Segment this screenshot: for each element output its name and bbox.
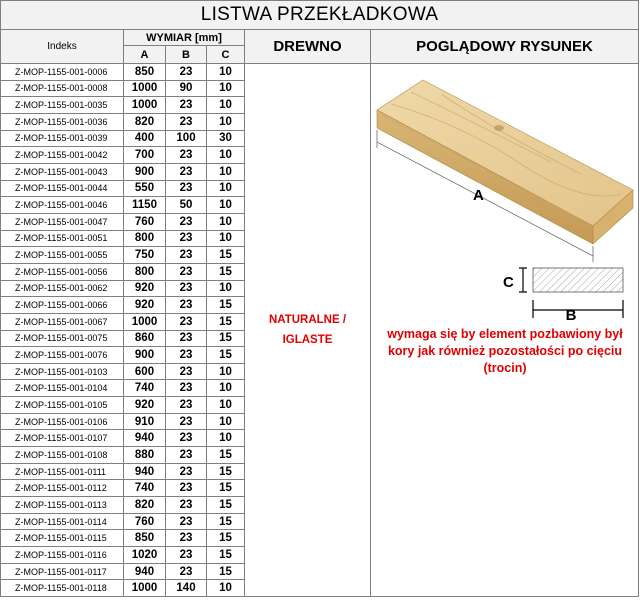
cell-a: 760 (124, 213, 166, 230)
cell-a: 1000 (124, 313, 166, 330)
cell-a: 800 (124, 230, 166, 247)
cell-c: 10 (207, 397, 245, 414)
cell-b: 23 (166, 530, 207, 547)
cell-c: 15 (207, 313, 245, 330)
dimension-c (519, 268, 527, 292)
note-line3: (trocin) (483, 361, 527, 375)
cell-indeks: Z-MOP-1155-001-0006 (1, 64, 124, 81)
header-rysunek: POGLĄDOWY RYSUNEK (371, 30, 639, 64)
cell-a: 1000 (124, 80, 166, 97)
cell-a: 1000 (124, 580, 166, 597)
cell-b: 23 (166, 147, 207, 164)
dimension-b (533, 300, 623, 318)
cell-b: 23 (166, 213, 207, 230)
cell-indeks: Z-MOP-1155-001-0062 (1, 280, 124, 297)
cell-a: 740 (124, 480, 166, 497)
cell-c: 10 (207, 230, 245, 247)
cell-a: 850 (124, 530, 166, 547)
cell-c: 10 (207, 413, 245, 430)
cell-c: 30 (207, 130, 245, 147)
cell-indeks: Z-MOP-1155-001-0047 (1, 213, 124, 230)
cell-a: 740 (124, 380, 166, 397)
cell-b: 23 (166, 413, 207, 430)
cell-a: 760 (124, 513, 166, 530)
table-row (1, 64, 639, 81)
wood-type-line1: NATURALNE / (268, 314, 347, 326)
cell-indeks: Z-MOP-1155-001-0076 (1, 347, 124, 364)
cell-b: 23 (166, 463, 207, 480)
cell-b: 23 (166, 497, 207, 514)
header-wymiar: WYMIAR [mm] (124, 30, 245, 46)
cell-c: 10 (207, 113, 245, 130)
wood-knot (494, 125, 504, 131)
cell-b: 23 (166, 480, 207, 497)
cell-c: 10 (207, 163, 245, 180)
cell-b: 23 (166, 297, 207, 314)
cell-c: 15 (207, 513, 245, 530)
cell-a: 850 (124, 64, 166, 81)
cell-indeks: Z-MOP-1155-001-0035 (1, 97, 124, 114)
cell-b: 100 (166, 130, 207, 147)
cell-b: 50 (166, 197, 207, 214)
cell-a: 880 (124, 447, 166, 464)
cell-a: 1150 (124, 197, 166, 214)
cell-indeks: Z-MOP-1155-001-0118 (1, 580, 124, 597)
cell-b: 23 (166, 64, 207, 81)
cell-indeks: Z-MOP-1155-001-0115 (1, 530, 124, 547)
cell-a: 900 (124, 347, 166, 364)
cell-indeks: Z-MOP-1155-001-0114 (1, 513, 124, 530)
cell-indeks: Z-MOP-1155-001-0106 (1, 413, 124, 430)
cell-a: 910 (124, 413, 166, 430)
drawing-cell (371, 64, 639, 597)
cell-a: 400 (124, 130, 166, 147)
wood-type (245, 64, 371, 597)
cell-a: 920 (124, 280, 166, 297)
cell-a: 940 (124, 430, 166, 447)
cell-b: 23 (166, 230, 207, 247)
cell-a: 700 (124, 147, 166, 164)
cell-indeks: Z-MOP-1155-001-0104 (1, 380, 124, 397)
cell-indeks: Z-MOP-1155-001-0043 (1, 163, 124, 180)
cell-a: 1000 (124, 97, 166, 114)
cell-indeks: Z-MOP-1155-001-0042 (1, 147, 124, 164)
cell-indeks: Z-MOP-1155-001-0036 (1, 113, 124, 130)
drawing-area (371, 64, 639, 596)
cell-c: 15 (207, 563, 245, 580)
cell-b: 23 (166, 247, 207, 264)
note-line2: kory jak również pozostałości po cięciu (387, 344, 623, 358)
cell-c: 10 (207, 80, 245, 97)
cell-c: 15 (207, 497, 245, 514)
cell-a: 860 (124, 330, 166, 347)
cell-indeks: Z-MOP-1155-001-0067 (1, 313, 124, 330)
note-line1: wymaga się by element pozbawiony był (387, 327, 623, 341)
cell-c: 10 (207, 197, 245, 214)
cell-a: 550 (124, 180, 166, 197)
cell-indeks: Z-MOP-1155-001-0107 (1, 430, 124, 447)
cell-c: 15 (207, 547, 245, 564)
cell-b: 23 (166, 347, 207, 364)
dimension-b-label: B (565, 307, 577, 324)
cell-c: 10 (207, 580, 245, 597)
requirement-note (371, 326, 639, 377)
cell-c: 15 (207, 247, 245, 264)
cell-b: 23 (166, 430, 207, 447)
header-drewno: DREWNO (245, 30, 371, 64)
cell-b: 23 (166, 563, 207, 580)
cross-section (533, 268, 623, 292)
cell-c: 15 (207, 297, 245, 314)
cell-c: 10 (207, 97, 245, 114)
cell-indeks: Z-MOP-1155-001-0116 (1, 547, 124, 564)
header-indeks: Indeks (1, 30, 124, 64)
cell-indeks: Z-MOP-1155-001-0055 (1, 247, 124, 264)
cell-b: 23 (166, 380, 207, 397)
cell-c: 15 (207, 463, 245, 480)
cell-indeks: Z-MOP-1155-001-0075 (1, 330, 124, 347)
cell-b: 23 (166, 163, 207, 180)
cell-indeks: Z-MOP-1155-001-0039 (1, 130, 124, 147)
cell-c: 10 (207, 430, 245, 447)
cell-indeks: Z-MOP-1155-001-0066 (1, 297, 124, 314)
cell-indeks: Z-MOP-1155-001-0117 (1, 563, 124, 580)
cell-indeks: Z-MOP-1155-001-0113 (1, 497, 124, 514)
cell-a: 940 (124, 563, 166, 580)
cell-a: 920 (124, 297, 166, 314)
cell-b: 23 (166, 547, 207, 564)
cell-a: 920 (124, 397, 166, 414)
cell-a: 940 (124, 463, 166, 480)
cell-indeks: Z-MOP-1155-001-0008 (1, 80, 124, 97)
cell-a: 750 (124, 247, 166, 264)
cell-c: 15 (207, 480, 245, 497)
cell-b: 23 (166, 180, 207, 197)
header-b: B (166, 46, 207, 64)
cell-indeks: Z-MOP-1155-001-0112 (1, 480, 124, 497)
cell-b: 23 (166, 280, 207, 297)
cell-b: 23 (166, 513, 207, 530)
cell-indeks: Z-MOP-1155-001-0044 (1, 180, 124, 197)
cell-b: 23 (166, 363, 207, 380)
cell-a: 600 (124, 363, 166, 380)
cell-b: 23 (166, 263, 207, 280)
cell-c: 15 (207, 330, 245, 347)
cell-a: 820 (124, 113, 166, 130)
cell-indeks: Z-MOP-1155-001-0111 (1, 463, 124, 480)
cell-b: 23 (166, 113, 207, 130)
cell-b: 90 (166, 80, 207, 97)
cell-b: 23 (166, 447, 207, 464)
cell-c: 15 (207, 263, 245, 280)
wood-type-line2: IGLASTE (282, 334, 333, 346)
cross-section-rect (533, 268, 623, 292)
dimension-a-label: A (473, 187, 484, 204)
cell-c: 10 (207, 213, 245, 230)
cell-indeks: Z-MOP-1155-001-0105 (1, 397, 124, 414)
cell-c: 10 (207, 147, 245, 164)
cell-b: 140 (166, 580, 207, 597)
cell-a: 820 (124, 497, 166, 514)
cell-c: 15 (207, 347, 245, 364)
cell-indeks: Z-MOP-1155-001-0051 (1, 230, 124, 247)
cell-b: 23 (166, 313, 207, 330)
cell-b: 23 (166, 97, 207, 114)
cell-a: 1020 (124, 547, 166, 564)
cell-b: 23 (166, 330, 207, 347)
cell-c: 10 (207, 64, 245, 81)
cell-c: 10 (207, 280, 245, 297)
cell-c: 15 (207, 530, 245, 547)
cell-c: 10 (207, 380, 245, 397)
cell-a: 800 (124, 263, 166, 280)
cell-c: 10 (207, 180, 245, 197)
cell-indeks: Z-MOP-1155-001-0103 (1, 363, 124, 380)
sheet-title: LISTWA PRZEKŁADKOWA (1, 1, 639, 30)
header-a: A (124, 46, 166, 64)
plank-top-face (377, 80, 633, 226)
plank-drawing (371, 64, 639, 324)
cell-a: 900 (124, 163, 166, 180)
cell-indeks: Z-MOP-1155-001-0056 (1, 263, 124, 280)
cell-indeks: Z-MOP-1155-001-0108 (1, 447, 124, 464)
header-c: C (207, 46, 245, 64)
cell-c: 10 (207, 363, 245, 380)
dimension-c-label: C (503, 274, 514, 291)
cell-b: 23 (166, 397, 207, 414)
cell-c: 15 (207, 447, 245, 464)
cell-indeks: Z-MOP-1155-001-0046 (1, 197, 124, 214)
